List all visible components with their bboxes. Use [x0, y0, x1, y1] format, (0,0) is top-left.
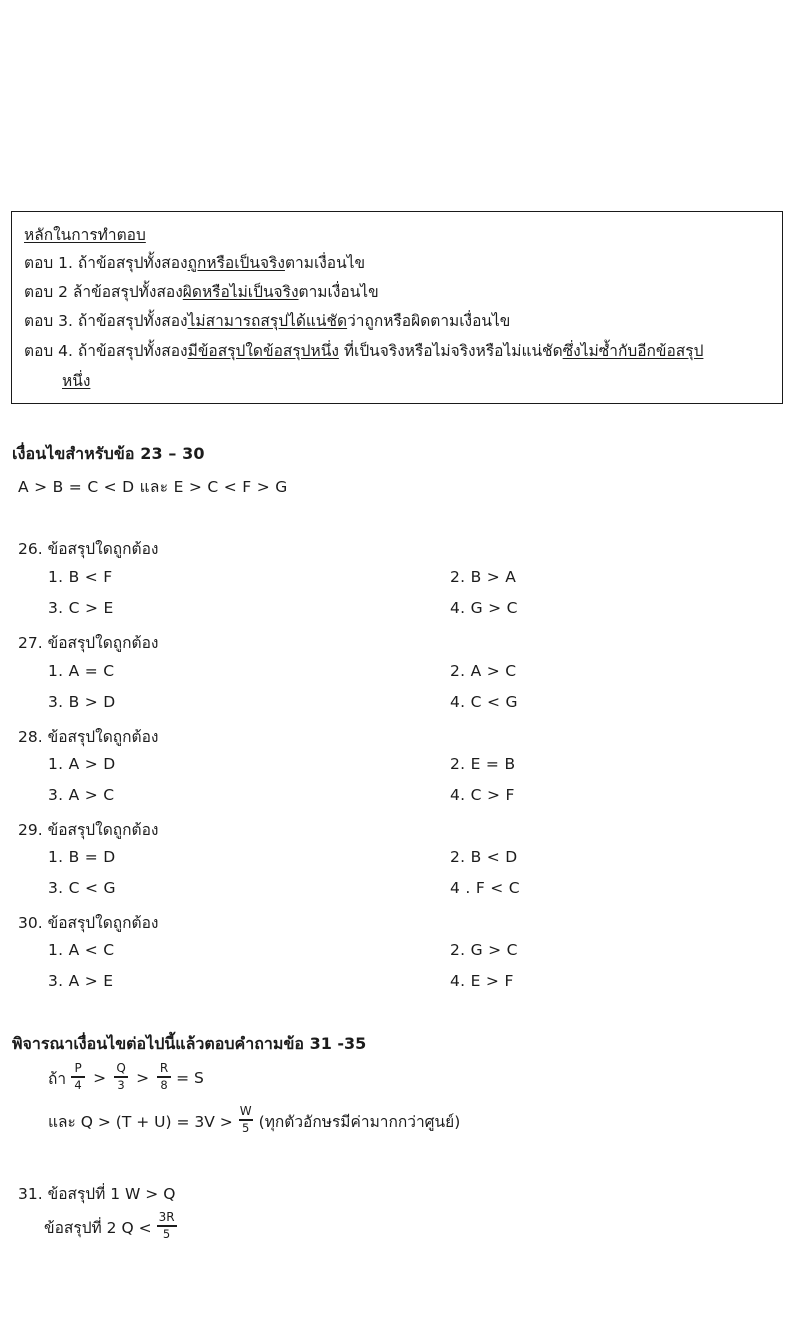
fraction-3r-over-5	[157, 1211, 177, 1241]
fraction-w-denominator: 5	[242, 1121, 250, 1135]
question-30-option-3[interactable]: 3. A > E	[48, 972, 114, 990]
section-1-heading: เงื่อนไขสำหรับข้อ 23 – 30	[12, 444, 205, 463]
fraction-r-over-8	[157, 1062, 171, 1092]
question-26-option-2[interactable]: 2. B > A	[450, 568, 517, 586]
question-27-option-2[interactable]: 2. A > C	[450, 662, 517, 680]
question-26-text: ข้อสรุปใดถูกต้อง	[47, 540, 159, 558]
question-28-option-1[interactable]: 1. A > D	[48, 755, 116, 773]
question-30-stem	[18, 910, 158, 935]
condition-1-tail: = S	[176, 1069, 204, 1087]
question-27-stem	[18, 630, 158, 655]
section-2-condition-line-1	[48, 1063, 204, 1093]
question-28-option-3[interactable]: 3. A > C	[48, 786, 115, 804]
condition-2-note: (ทุกตัวอักษรมีค่ามากกว่าศูนย์)	[258, 1112, 461, 1131]
condition-1-operator-2: >	[136, 1069, 150, 1087]
fraction-p-denominator: 4	[74, 1078, 82, 1092]
instruction-line-4-underlined-b: ซึ่งไม่ซ้ำกับอีกข้อสรุป	[562, 342, 704, 360]
fraction-p-numerator: P	[74, 1061, 82, 1075]
instruction-line-2-suffix: ตามเงื่อนไข	[298, 283, 379, 301]
instruction-line-2-prefix: ตอบ 2 ล้าข้อสรุปทั้งสอง	[24, 283, 183, 301]
question-31-conclusion-1	[18, 1181, 175, 1206]
instruction-line-3-prefix: ตอบ 3. ถ้าข้อสรุปทั้งสอง	[24, 312, 188, 330]
condition-1-lead: ถ้า	[48, 1069, 67, 1088]
instruction-line-1-prefix: ตอบ 1. ถ้าข้อสรุปทั้งสอง	[24, 254, 188, 272]
fraction-q-over-3	[114, 1062, 128, 1092]
fraction-r-denominator: 8	[160, 1078, 168, 1092]
question-31-conclusion-1-text: ข้อสรุปที่ 1 W > Q	[47, 1185, 176, 1203]
instruction-line-3-suffix: ว่าถูกหรือผิดตามเงื่อนไข	[347, 312, 511, 330]
question-27-option-1[interactable]: 1. A = C	[48, 662, 115, 680]
question-31-number: 31.	[18, 1185, 43, 1203]
fraction-w-numerator: W	[239, 1104, 252, 1118]
question-30-option-4[interactable]: 4. E > F	[450, 972, 514, 990]
question-27-option-3[interactable]: 3. B > D	[48, 693, 116, 711]
question-26-option-4[interactable]: 4. G > C	[450, 599, 518, 617]
fraction-r-numerator: R	[159, 1061, 169, 1075]
question-28-option-4[interactable]: 4. C > F	[450, 786, 515, 804]
instruction-line-2	[24, 278, 770, 307]
section-2-condition-line-2	[48, 1106, 460, 1136]
question-26-option-3[interactable]: 3. C > E	[48, 599, 114, 617]
fraction-3r-denominator: 5	[162, 1227, 171, 1241]
instruction-line-1	[24, 249, 770, 278]
instruction-line-4-underlined-c: หนึ่ง	[62, 372, 91, 390]
condition-1-operator-1: >	[93, 1069, 107, 1087]
question-27-text: ข้อสรุปใดถูกต้อง	[47, 634, 159, 652]
instruction-title: หลักในการทำตอบ	[24, 226, 146, 244]
question-29-option-4[interactable]: 4 . F < C	[450, 879, 520, 897]
section-1-expression: A > B = C < D และ E > C < F > G	[18, 478, 288, 496]
instruction-line-3-underlined: ไม่สามารถสรุปได้แน่ชัด	[187, 312, 348, 330]
question-29-option-2[interactable]: 2. B < D	[450, 848, 518, 866]
question-31-conclusion-2	[44, 1212, 182, 1242]
question-28-text: ข้อสรุปใดถูกต้อง	[47, 728, 159, 746]
instruction-line-1-underlined: ถูกหรือเป็นจริง	[187, 254, 285, 272]
question-30-option-2[interactable]: 2. G > C	[450, 941, 518, 959]
instruction-box	[11, 211, 783, 404]
question-29-stem	[18, 817, 158, 842]
instruction-line-4-underlined-a: มีข้อสรุปใดข้อสรุปหนึ่ง	[187, 342, 339, 360]
condition-2-lead: และ Q > (T + U) = 3V >	[48, 1112, 233, 1131]
question-29-option-1[interactable]: 1. B = D	[48, 848, 116, 866]
instruction-line-4-middle: ที่เป็นจริงหรือไม่จริงหรือไม่แน่ชัด	[338, 342, 563, 360]
instruction-line-3	[24, 307, 770, 336]
question-31-conclusion-2-lead: ข้อสรุปที่ 2 Q <	[44, 1218, 152, 1237]
question-26-option-1[interactable]: 1. B < F	[48, 568, 113, 586]
question-27-option-4[interactable]: 4. C < G	[450, 693, 518, 711]
instruction-line-1-suffix: ตามเงื่อนไข	[284, 254, 366, 272]
instruction-line-4	[24, 336, 770, 396]
question-30-number: 30.	[18, 914, 43, 932]
question-26-number: 26.	[18, 540, 43, 558]
question-29-text: ข้อสรุปใดถูกต้อง	[47, 821, 159, 839]
question-28-option-2[interactable]: 2. E = B	[450, 755, 516, 773]
fraction-w-over-5	[238, 1105, 254, 1135]
question-28-stem	[18, 724, 158, 749]
question-30-option-1[interactable]: 1. A < C	[48, 941, 115, 959]
question-29-number: 29.	[18, 821, 43, 839]
section-2-heading: พิจารณาเงื่อนไขต่อไปนี้แล้วตอบคำถามข้อ 31 -35	[12, 1034, 367, 1053]
instruction-line-4-continuation	[24, 366, 770, 396]
instruction-line-2-underlined: ผิดหรือไม่เป็นจริง	[182, 283, 299, 301]
fraction-q-denominator: 3	[117, 1078, 125, 1092]
instruction-title-row	[24, 222, 770, 249]
question-26-stem	[18, 536, 158, 561]
fraction-q-numerator: Q	[116, 1061, 126, 1075]
question-30-text: ข้อสรุปใดถูกต้อง	[47, 914, 159, 932]
question-28-number: 28.	[18, 728, 43, 746]
fraction-p-over-4	[71, 1062, 85, 1092]
instruction-line-4-prefix: ตอบ 4. ถ้าข้อสรุปทั้งสอง	[24, 342, 188, 360]
question-27-number: 27.	[18, 634, 43, 652]
fraction-3r-numerator: 3R	[158, 1210, 175, 1224]
question-29-option-3[interactable]: 3. C < G	[48, 879, 116, 897]
